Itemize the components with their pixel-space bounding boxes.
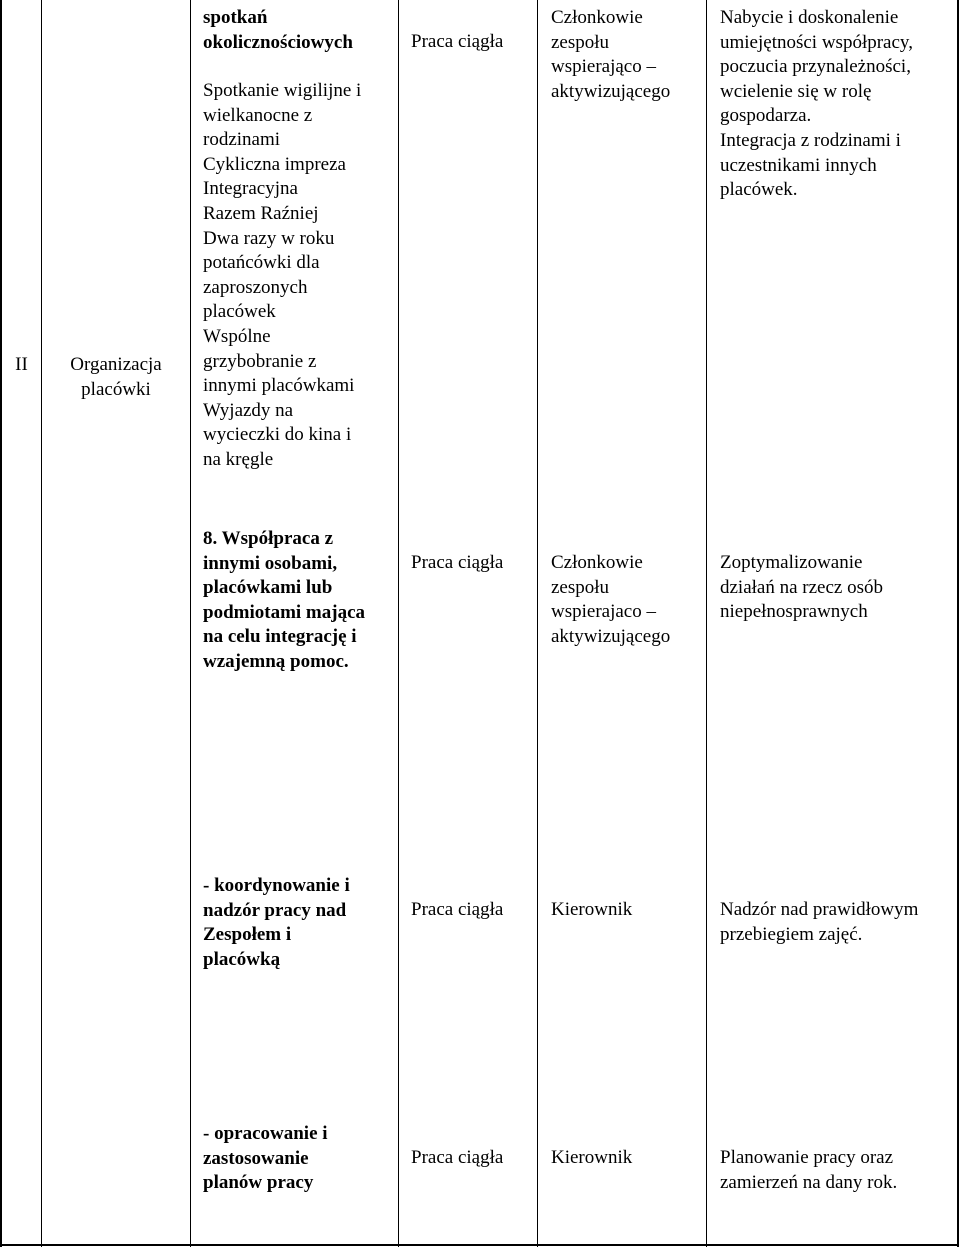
term-cell: Praca ciągła [411, 552, 504, 573]
task-title: 8. Współpraca z innymi osobami, placówkami lub podmiotami mająca na celu integrację i wzajemną pomoc. [203, 528, 366, 672]
table-border-left [0, 0, 2, 1247]
column-divider [537, 0, 538, 1247]
term-cell: Praca ciągła [411, 899, 504, 920]
task-details: Spotkanie wigilijne i wielkanocne z rodzinami Cykliczna impreza Integracyjna Razem Raźniej Dwa razy w roku potańcówki dla zaproszonych placówek Wspólne grzybobranie z innymi placówkami Wyjazdy na wycieczki do kina i na kręgle [203, 80, 362, 470]
task-title: - koordynowanie i nadzór pracy nad Zespołem i placówką [203, 875, 350, 970]
table-border-right [957, 0, 959, 1247]
responsible-cell: Kierownik [551, 899, 633, 920]
responsible-cell: Członkowie zespołu wspierajaco – aktywizującego [551, 552, 671, 647]
responsible-cell: Kierownik [551, 1147, 633, 1168]
effect-cell: Nadzór nad prawidłowym przebiegiem zajęć. [720, 899, 919, 945]
column-divider [190, 0, 191, 1247]
section-number: II [15, 354, 28, 375]
effect-cell: Planowanie pracy oraz zamierzeń na dany rok. [720, 1147, 898, 1193]
table-border-bottom [0, 1244, 959, 1246]
task-title: spotkań okolicznościowych [203, 7, 353, 53]
term-cell: Praca ciągła [411, 31, 504, 52]
effect-cell: Nabycie i doskonalenie umiejętności współpracy, poczucia przynależności, wcielenie się w rolę gospodarza. Integracja z rodzinami i uczestnikami innych placówek. [720, 7, 913, 201]
term-cell: Praca ciągła [411, 1147, 504, 1168]
column-divider [706, 0, 707, 1247]
column-divider [41, 0, 42, 1247]
responsible-cell: Członkowie zespołu wspierająco – aktywizującego [551, 7, 671, 102]
effect-cell: Zoptymalizowanie działań na rzecz osób niepełnosprawnych [720, 552, 883, 623]
section-name: Organizacja placówki [70, 354, 162, 400]
column-divider [398, 0, 399, 1247]
task-title: - opracowanie i zastosowanie planów pracy [203, 1123, 328, 1194]
